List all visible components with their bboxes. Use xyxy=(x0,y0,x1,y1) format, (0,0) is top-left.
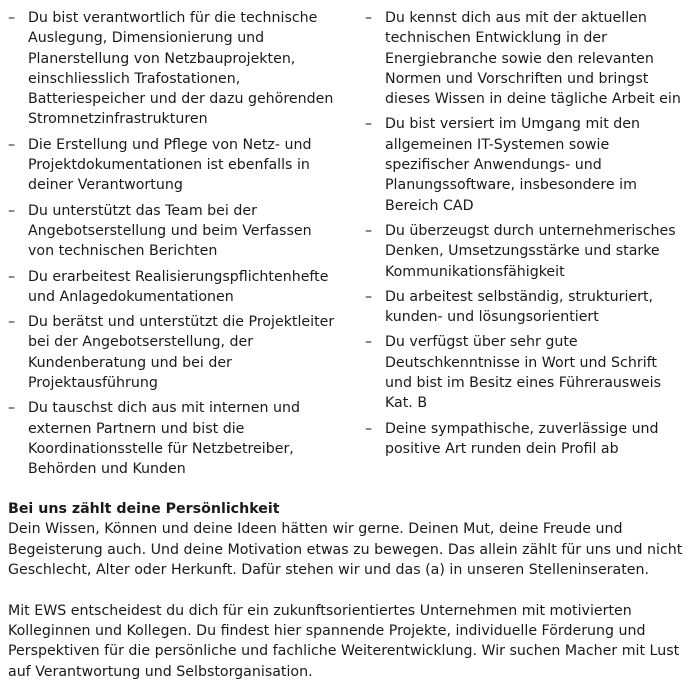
list-item-text: Du berätst und unterstützt die Projektleiter bei der Angebotserstellung, der Kundenberatung und bei der Projektausführung xyxy=(28,314,335,392)
list-item-text: Du unterstützt das Team bei der Angebotserstellung und beim Verfassen von technischen Berichten xyxy=(28,202,312,260)
list-item-text: Du arbeitest selbständig, strukturiert, kunden- und lösungsorientiert xyxy=(385,288,654,326)
list-item-text: Du überzeugst durch unternehmerisches Denken, Umsetzungsstärke und starke Kommunikationsfähigkeit xyxy=(385,222,676,280)
list-item-text: Du bist verantwortlich für die technische Auslegung, Dimensionierung und Planerstellung von Netzbauprojekten, einschliesslich Trafostationen, Batteriespeicher und der dazu gehörenden Stromnetzinfrastrukturen xyxy=(28,10,334,128)
section-paragraph-2: Mit EWS entscheidest du dich für ein zukunftsorientiertes Unternehmen mit motivierten Kolleginnen und Kollegen. Du findest hier spannende Projekte, individuelle Förderung und Perspektiven für die persönliche und fachliche Weiterentwicklung. Wir suchen Macher mit Lust auf Verantwortung und Selbstorganisation. xyxy=(8,602,680,680)
profile-column xyxy=(365,8,688,464)
dash-bullet-icon: – xyxy=(365,288,373,305)
personality-section xyxy=(8,499,688,682)
profile-list xyxy=(365,8,688,459)
list-item xyxy=(365,287,688,328)
list-item xyxy=(365,332,688,413)
list-item-text: Du tauschst dich aus mit internen und externen Partnern und bist die Koordinationsstelle für Netzbetreiber, Behörden und Kunden xyxy=(28,400,301,478)
dash-bullet-icon: – xyxy=(8,400,16,417)
dash-bullet-icon: – xyxy=(8,314,16,331)
dash-bullet-icon: – xyxy=(365,420,373,437)
list-item xyxy=(365,419,688,460)
list-item-text: Du bist versiert im Umgang mit den allgemeinen IT-Systemen sowie spezifischer Anwendungs- und Planungssoftware, insbesondere im Bereich CAD xyxy=(385,116,641,214)
list-item xyxy=(365,114,688,215)
list-item xyxy=(8,398,338,479)
tasks-list xyxy=(8,8,338,480)
dash-bullet-icon: – xyxy=(8,10,16,26)
list-item xyxy=(8,312,338,393)
list-item xyxy=(8,267,338,308)
list-item xyxy=(8,8,338,130)
list-item xyxy=(365,221,688,282)
dash-bullet-icon: – xyxy=(8,268,16,285)
list-item-text: Du verfügst über sehr gute Deutschkenntnisse in Wort und Schrift und bist im Besitz eines Führerausweis Kat. B xyxy=(385,334,661,412)
list-item-text: Deine sympathische, zuverlässige und positive Art runden dein Profil ab xyxy=(385,420,659,457)
list-item xyxy=(8,135,338,196)
dash-bullet-icon: – xyxy=(365,10,373,26)
list-item-text: Du kennst dich aus mit der aktuellen technischen Entwicklung in der Energiebranche sowie den relevanten Normen und Vorschriften und bringst dieses Wissen in deine tägliche Arbeit ein xyxy=(385,10,681,108)
dash-bullet-icon: – xyxy=(365,116,373,133)
dash-bullet-icon: – xyxy=(8,136,16,153)
section-heading: Bei uns zählt deine Persönlichkeit xyxy=(8,501,280,517)
list-item xyxy=(8,201,338,262)
section-paragraph-1: Dein Wissen, Können und deine Ideen hätten wir gerne. Deinen Mut, deine Freude und Begeisterung auch. Und deine Motivation etwas zu bewegen. Das allein zählt für uns und nicht Geschlecht, Alter oder Herkunft. Dafür stehen wir und das (a) in unseren Stelleninseraten. xyxy=(8,521,683,578)
tasks-column xyxy=(8,8,338,485)
list-item xyxy=(365,8,688,109)
dash-bullet-icon: – xyxy=(365,222,373,239)
dash-bullet-icon: – xyxy=(8,202,16,219)
list-item-text: Die Erstellung und Pflege von Netz- und Projektdokumentationen ist ebenfalls in deiner Verantwortung xyxy=(28,136,312,194)
dash-bullet-icon: – xyxy=(365,334,373,351)
list-item-text: Du erarbeitest Realisierungspflichtenhefte und Anlagedokumentationen xyxy=(28,268,329,305)
